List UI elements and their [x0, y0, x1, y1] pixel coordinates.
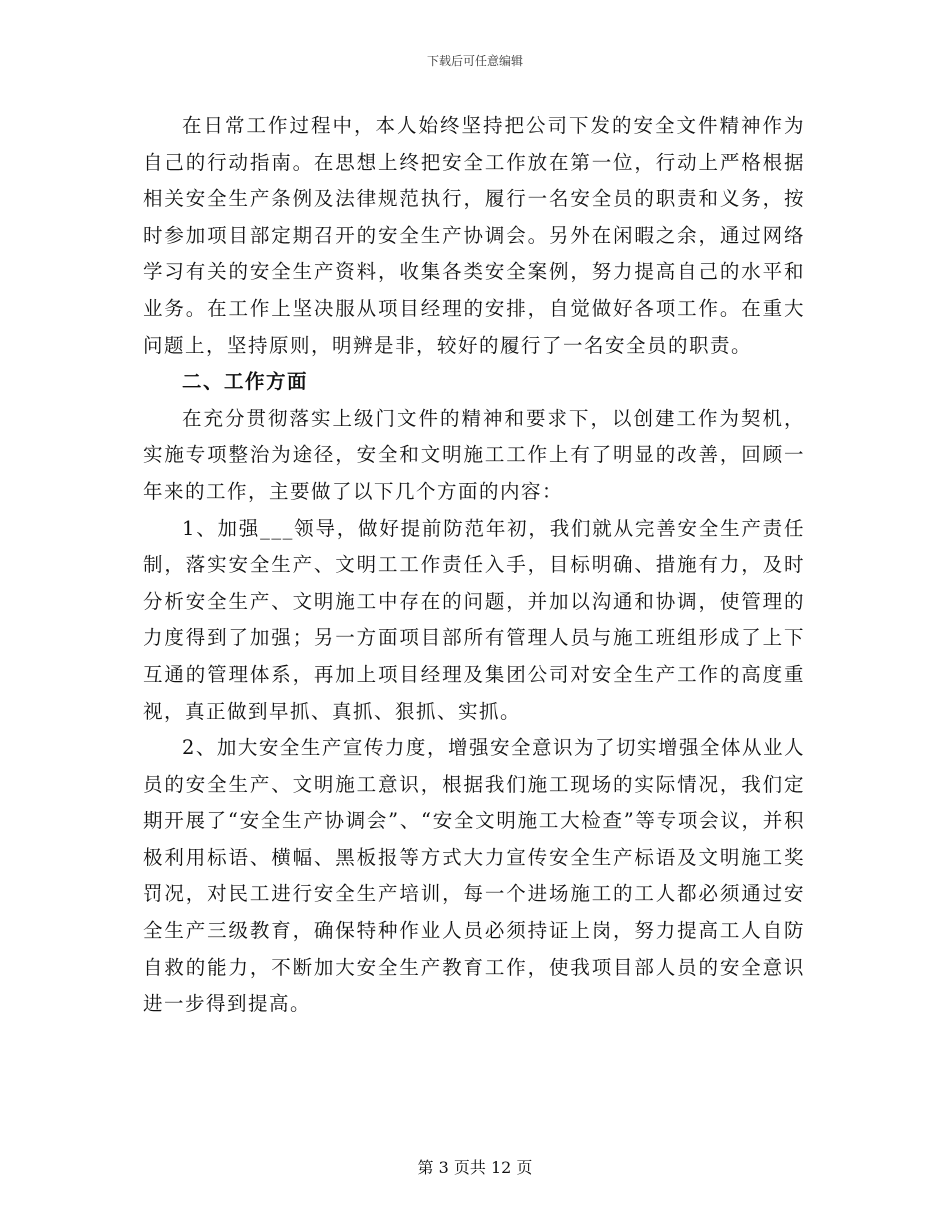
paragraph-duty: 在日常工作过程中，本人始终坚持把公司下发的安全文件精神作为自己的行动指南。在思想上终把安全工作放在第一位，行动上严格根据相关安全生产条例及法律规范执行，履行一名安全员的职责和义务，按时参加项目部定期召开的安全生产协调会。另外在闲暇之余，通过网络学习有关的安全生产资料，收集各类安全案例，努力提高自己的水平和业务。在工作上坚决服从项目经理的安排，自觉做好各项工作。在重大问题上，坚持原则，明辨是非，较好的履行了一名安全员的职责。	[143, 114, 805, 357]
paragraph-intro: 在充分贯彻落实上级门文件的精神和要求下，以创建工作为契机，实施专项整治为途径，安全和文明施工工作上有了明显的改善，回顾一年来的工作，主要做了以下几个方面的内容：	[143, 406, 805, 503]
page-footer: 第 3 页共 12 页	[417, 1158, 533, 1177]
page-header: 下载后可任意编辑	[426, 54, 523, 68]
document-body	[143, 108, 805, 1023]
paragraph-item-2: 2、加大安全生产宣传力度，增强安全意识为了切实增强全体从业人员的安全生产、文明施工意识，根据我们施工现场的实际情况，我们定期开展了“安全生产协调会”、“安全文明施工大检查”等专项会议，并积极利用标语、横幅、黑板报等方式大力宣传安全生产标语及文明施工奖罚况，对民工进行安全生产培训，每一个进场施工的工人都必须通过安全生产三级教育，确保特种作业人员必须持证上岗，努力提高工人自防自救的能力，不断加大安全生产教育工作，使我项目部人员的安全意识进一步得到提高。	[143, 736, 805, 1016]
section-heading-work: 二、工作方面	[182, 370, 309, 394]
paragraph-item-1: 1、加强___领导，做好提前防范年初，我们就从完善安全生产责任制，落实安全生产、文明工工作责任入手，目标明确、措施有力，及时分析安全生产、文明施工中存在的问题，并加以沟通和协调，使管理的力度得到了加强；另一方面项目部所有管理人员与施工班组形成了上下互通的管理体系，再加上项目经理及集团公司对安全生产工作的高度重视，真正做到早抓、真抓、狠抓、实抓。	[143, 516, 805, 723]
